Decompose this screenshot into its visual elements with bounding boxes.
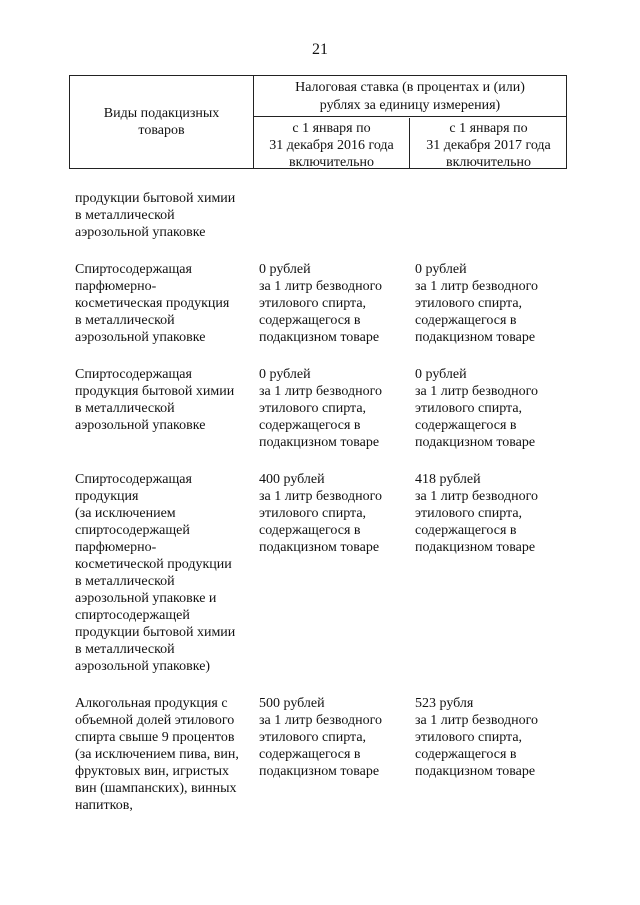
rate-2016-cell: 0 рублей за 1 литр безводного этилового спирта, содержащегося в подакцизном товаре: [259, 262, 382, 345]
goods-type-cell: Спиртосодержащая парфюмерно- косметическая продукция в металлической аэрозольной упаковке: [75, 262, 230, 345]
goods-type-cell: Алкогольная продукция с объемной долей этилового спирта свыше 9 процентов (за исключением пива, вин, фруктовых вин, игристых вин (шампанских), винных напитков,: [75, 696, 239, 813]
table-row: [75, 366, 575, 451]
rate-2017-cell: 0 рублей за 1 литр безводного этилового спирта, содержащегося в подакцизном товаре: [415, 262, 538, 345]
rate-2017-cell: 0 рублей за 1 литр безводного этилового спирта, содержащегося в подакцизном товаре: [415, 367, 538, 450]
table-row: [75, 261, 575, 346]
rate-2016-cell: 400 рублей за 1 литр безводного этилового спирта, содержащегося в подакцизном товаре: [259, 472, 382, 555]
goods-type-cell: Спиртосодержащая продукция бытовой химии в металлической аэрозольной упаковке: [75, 367, 235, 433]
table-body: [75, 190, 575, 834]
header-tax-rate: Налоговая ставка (в процентах и (или) рублях за единицу измерения): [254, 76, 566, 117]
header-period-2017: с 1 января по 31 декабря 2017 года включительно: [426, 121, 551, 170]
table-row: [75, 190, 575, 241]
table-header: [69, 75, 567, 169]
table-row: [75, 695, 575, 814]
rate-2017-cell: 418 рублей за 1 литр безводного этилового спирта, содержащегося в подакцизном товаре: [415, 472, 538, 555]
table-row: [75, 471, 575, 675]
rate-2017-cell: 523 рубля за 1 литр безводного этилового спирта, содержащегося в подакцизном товаре: [415, 696, 538, 779]
rate-2016-cell: 500 рублей за 1 литр безводного этилового спирта, содержащегося в подакцизном товаре: [259, 696, 382, 779]
rate-2016-cell: 0 рублей за 1 литр безводного этилового спирта, содержащегося в подакцизном товаре: [259, 367, 382, 450]
header-goods-type: Виды подакцизных товаров: [70, 76, 254, 168]
page-number: 21: [312, 41, 328, 58]
goods-type-cell: продукции бытовой химии в металлической аэрозольной упаковке: [75, 191, 236, 240]
goods-type-cell: Спиртосодержащая продукция (за исключением спиртосодержащей парфюмерно- косметической продукции в металлической аэрозольной упаковке и спиртосодержащей продукции бытовой химии в металлической аэрозольной упаковке): [75, 472, 236, 674]
header-period-2016: с 1 января по 31 декабря 2016 года включительно: [254, 118, 410, 168]
